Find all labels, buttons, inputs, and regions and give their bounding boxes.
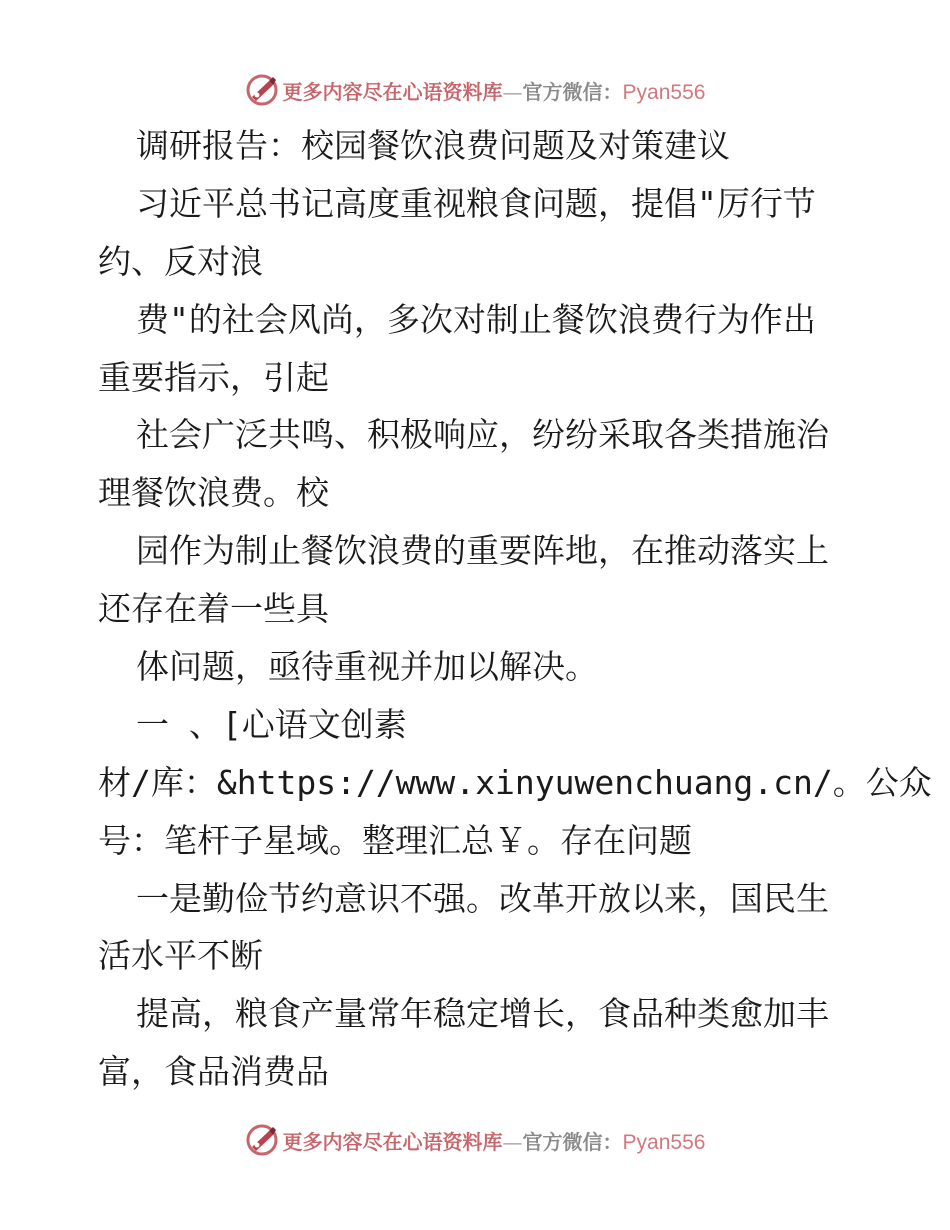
text-line: 提高，粮食产量常年稳定增长，食品种类愈加丰	[136, 994, 829, 1034]
text-line: 费"的社会风尚，多次对制止餐饮浪费行为作出	[136, 299, 816, 339]
text-line: 体问题，亟待重视并加以解决。	[136, 647, 598, 687]
text-line: 重要指示，引起	[98, 357, 329, 397]
text-line: 理餐饮浪费。校	[98, 473, 329, 513]
text-line: 社会广泛共鸣、积极响应，纷纷采取各类措施治	[136, 415, 829, 455]
watermark-official: 官方微信：	[522, 79, 623, 104]
footer-watermark	[0, 1120, 950, 1160]
text-line: 一是勤俭节约意识不强。改革开放以来，国民生	[136, 878, 829, 918]
watermark-brand: 更多内容尽在心语资料库	[282, 79, 503, 104]
text-line: 富，食品消费品	[98, 1052, 329, 1092]
watermark-brand: 更多内容尽在心语资料库	[282, 1129, 503, 1154]
document-title: 调研报告：校园餐饮浪费问题及对策建议	[136, 126, 730, 165]
brand-logo-icon	[245, 73, 279, 107]
text-line: 号：笔杆子星域。整理汇总￥。存在问题	[98, 820, 692, 860]
document-body	[98, 117, 932, 1101]
watermark-id: Pyan556	[622, 80, 706, 104]
watermark-dash: —	[502, 1129, 523, 1154]
watermark-dash: —	[502, 79, 523, 104]
section-heading: 一 、[心语文创素	[136, 704, 407, 744]
watermark-text	[283, 76, 706, 105]
watermark-official: 官方微信：	[522, 1129, 623, 1154]
text-line: 约、反对浪	[98, 241, 263, 281]
text-line: 材/库：&https://www.xinyuwenchuang.cn/。公众	[98, 762, 932, 802]
text-line: 活水平不断	[98, 936, 263, 976]
text-line: 还存在着一些具	[98, 589, 329, 629]
text-line: 习近平总书记高度重视粮食问题，提倡"厉行节	[136, 183, 816, 223]
watermark-text	[283, 1126, 706, 1155]
text-line: 园作为制止餐饮浪费的重要阵地，在推动落实上	[136, 531, 829, 571]
header-watermark	[0, 70, 950, 110]
brand-logo-icon	[245, 1123, 279, 1157]
watermark-id: Pyan556	[622, 1130, 706, 1154]
